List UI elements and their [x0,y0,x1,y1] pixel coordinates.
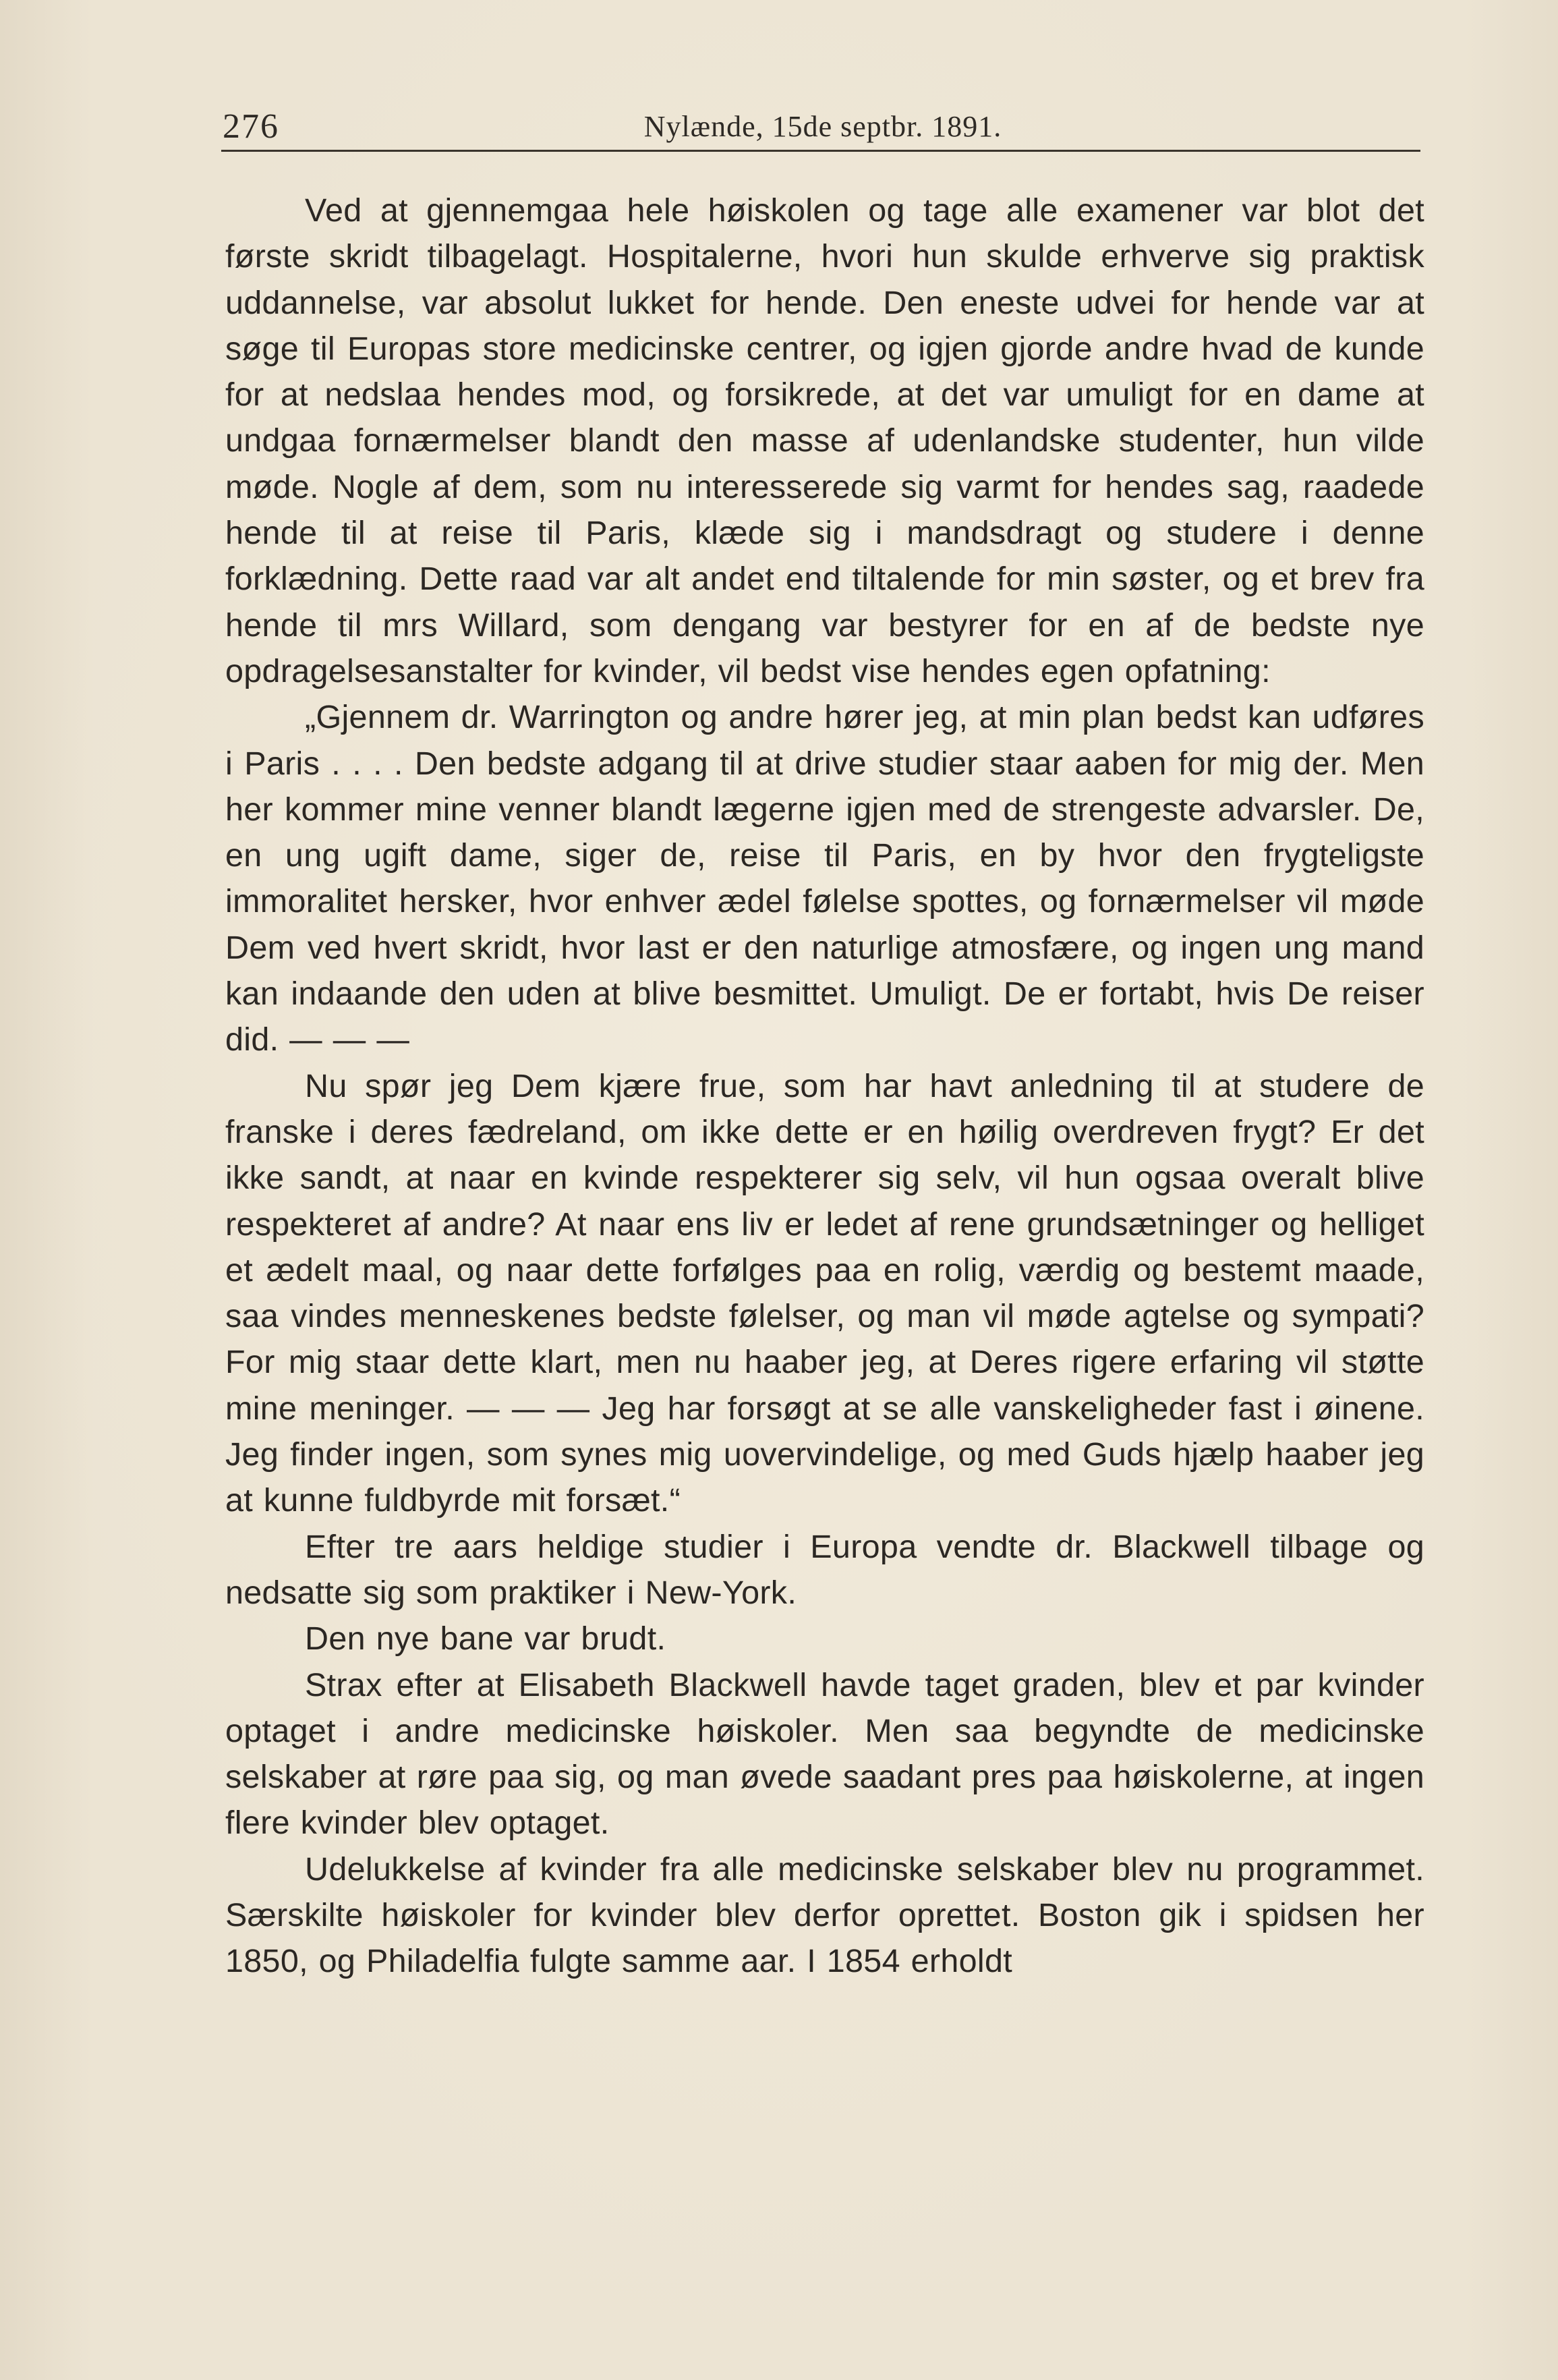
page-header [223,101,1423,148]
paragraph: Udelukkelse af kvinder fra alle medicinske selskaber blev nu programmet. Særskilte høiskoler for kvinder blev derfor oprettet. Boston gik i spidsen her 1850, og Philadelfia fulgte samme aar. I 1854 erholdt [225,1850,1424,1980]
paragraph: Ved at gjennemgaa hele høiskolen og tage alle examener var blot det første skridt tilbagelagt. Hospitalerne, hvori hun skulde erhverve sig praktisk uddannelse, var absolut lukket for hende. Den eneste udvei for hende var at søge til Europas store medicinske centrer, og igjen gjorde andre hvad de kunde for at nedslaa hendes mod, og forsikrede, at det var umuligt for en dame at undgaa fornærmelser blandt den masse af udenlandske studenter, hun vilde møde. Nogle af dem, som nu interesserede sig varmt for hendes sag, raadede hende til at reise til Paris, klæde sig i mandsdragt og studere i denne forklædning. Dette raad var alt andet end tiltalende for min søster, og et brev fra hende til mrs Willard, som dengang var bestyrer for en af de bedste nye opdragelsesanstalter for kvinder, vil bedst vise hendes egen opfatning: [225,192,1424,689]
paragraph: Nu spør jeg Dem kjære frue, som har havt anledning til at studere de franske i deres fædreland, om ikke dette er en høilig overdreven frygt? Er det ikke sandt, at naar en kvinde respekterer sig selv, vil hun ogsaa overalt blive respekteret af andre? At naar ens liv er ledet af rene grundsætninger og helliget et ædelt maal, og naar dette forfølges paa en rolig, værdig og bestemt maade, saa vindes menneskenes bedste følelser, og man vil møde agtelse og sympati? For mig staar dette klart, men nu haaber jeg, at Deres rigere erfaring vil støtte mine meninger. — — — Jeg har forsøgt at se alle vanskeligheder fast i øinene. Jeg finder ingen, som synes mig uovervindelige, og med Guds hjælp haaber jeg at kunne fuldbyrde mit forsæt.“ [225,1067,1424,1519]
running-title: Nylænde, 15de septbr. 1891. [643,110,1002,143]
page-number: 276 [223,107,279,146]
paragraph: Den nye bane var brudt. [305,1620,666,1658]
paragraph: Strax efter at Elisabeth Blackwell havde taget graden, blev et par kvinder optaget i andre medicinske høiskoler. Men saa begyndte de medicinske selskaber at røre paa sig, og man øvede saadant pres paa høiskolerne, at ingen flere kvinder blev optaget. [225,1666,1424,1842]
header-rule [221,150,1420,152]
body-text [225,188,1424,1985]
paragraph: Efter tre aars heldige studier i Europa vendte dr. Blackwell tilbage og nedsatte sig som praktiker i New-York. [225,1528,1424,1611]
paragraph: „Gjennem dr. Warrington og andre hører jeg, at min plan bedst kan udføres i Paris . . . . Den bedste adgang til at drive studier staar aaben for mig der. Men her kommer mine venner blandt lægerne igjen med de strengeste advarsler. De, en ung ugift dame, siger de, reise til Paris, en by hvor den frygteligste immoralitet hersker, hvor enhver ædel følelse spottes, og fornærmelser vil møde Dem ved hvert skridt, hvor last er den naturlige atmosfære, og ingen ung mand kan indaande den uden at blive besmittet. Umuligt. De er fortabt, hvis De reiser did. — — — [225,699,1424,1058]
